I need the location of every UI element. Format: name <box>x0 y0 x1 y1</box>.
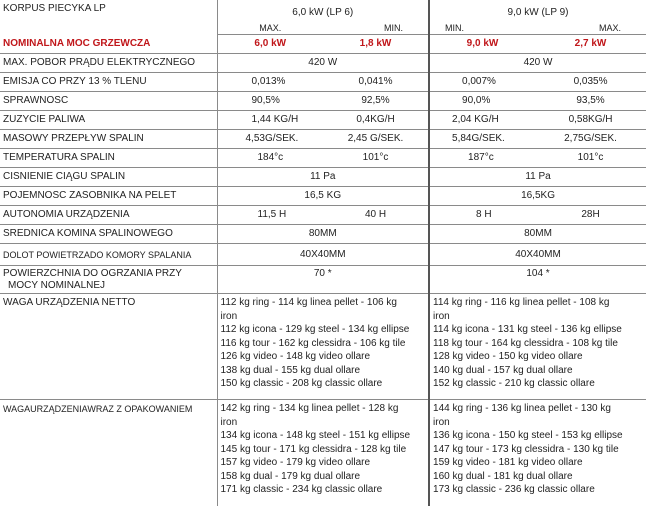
lp6-max-header: MAX. <box>217 22 323 35</box>
row-efficiency <box>0 92 646 111</box>
cell-value: 0,013% <box>217 73 323 92</box>
row-fuel-consumption <box>0 111 646 130</box>
row-autonomy <box>0 206 646 225</box>
cell-value: 187°c <box>429 149 535 168</box>
weight-line: iron <box>220 416 238 428</box>
cell-value: 11 Pa <box>429 168 646 187</box>
row-label: MASOWY PRZEPŁYW SPALIN <box>0 130 217 149</box>
weight-line: 114 kg icona - 131 kg steel - 136 kg ellipse <box>433 324 622 335</box>
cell-value: 16,5KG <box>429 187 646 206</box>
cell-value: 2,04 KG/H <box>429 111 535 130</box>
weight-line: iron <box>433 416 450 428</box>
row-chimney-diameter <box>0 225 646 244</box>
row-heating-area <box>0 266 646 294</box>
row-label: MAX. POBOR PRĄDU ELEKTRYCZNEGO <box>0 54 217 73</box>
weight-line: 116 kg tour - 162 kg clessidra - 106 kg tile <box>220 337 406 349</box>
weight-line: 159 kg video - 181 kg video ollare <box>433 457 583 468</box>
cell-value: 5,84G/SEK. <box>429 130 535 149</box>
cell-value: 80MM <box>429 225 646 244</box>
weight-line: 144 kg ring - 136 kg linea pellet - 130 kg <box>433 403 611 414</box>
cell-value: 2,7 kW <box>535 35 646 54</box>
weight-line: 140 kg dual - 157 kg dual ollare <box>433 364 573 376</box>
row-label: DOLOT POWIETRZADO KOMORY SPALANIA <box>0 244 217 266</box>
cell-value: 6,0 kW <box>217 35 323 54</box>
weight-line: 112 kg icona - 129 kg steel - 134 kg ellipse <box>220 324 410 335</box>
weight-line: 173 kg classic - 236 kg classic ollare <box>433 484 595 495</box>
cell-value: 28H <box>535 206 646 225</box>
weight-list-lp6 <box>217 294 429 400</box>
cell-value: 1,8 kW <box>323 35 429 54</box>
weight-line: 118 kg tour - 164 kg clessidra - 108 kg tile <box>433 337 618 349</box>
weight-line: 142 kg ring - 134 kg linea pellet - 128 kg <box>220 403 399 414</box>
weight-line: 138 kg dual - 155 kg dual ollare <box>220 364 361 376</box>
weight-line: 157 kg video - 179 kg video ollare <box>220 457 371 468</box>
row-packed-weight <box>0 400 646 506</box>
weight-line: 158 kg dual - 179 kg dual ollare <box>220 470 361 482</box>
row-label: ZUZYCIE PALIWA <box>0 111 217 130</box>
weight-list-lp9 <box>429 400 646 506</box>
row-flue-temperature <box>0 149 646 168</box>
cell-value: 104 * <box>429 266 646 294</box>
cell-value: 11,5 H <box>217 206 323 225</box>
corpus-title: KORPUS PIECYKA LP <box>3 3 106 14</box>
lp6-min-header: MIN. <box>323 22 429 35</box>
cell-value: 40X40MM <box>217 244 429 266</box>
cell-value: 8 H <box>429 206 535 225</box>
row-label: WAGA URZĄDZENIA NETTO <box>0 294 217 400</box>
row-label: TEMPERATURA SPALIN <box>0 149 217 168</box>
weight-line: iron <box>433 310 450 322</box>
cell-value: 40 H <box>323 206 429 225</box>
weight-line: 114 kg ring - 116 kg linea pellet - 108 kg <box>433 297 610 308</box>
weight-line: 136 kg icona - 150 kg steel - 153 kg ellipse <box>433 430 623 441</box>
row-label: NOMINALNA MOC GRZEWCZA <box>0 35 217 54</box>
cell-value: 0,007% <box>429 73 535 92</box>
cell-value: 16,5 KG <box>217 187 429 206</box>
cell-value: 0,035% <box>535 73 646 92</box>
weight-line: 150 kg classic - 208 kg classic ollare <box>220 378 383 389</box>
cell-value: 2,45 G/SEK. <box>323 130 429 149</box>
cell-value: 420 W <box>217 54 429 73</box>
weight-line: 134 kg icona - 148 kg steel - 151 kg ellipse <box>220 430 411 441</box>
row-label: EMISJA CO PRZY 13 % TLENU <box>0 73 217 92</box>
row-label: POJEMNOSC ZASOBNIKA NA PELET <box>0 187 217 206</box>
weight-line: 145 kg tour - 171 kg clessidra - 128 kg tile <box>220 443 407 455</box>
weight-line: 147 kg tour - 173 kg clessidra - 130 kg tile <box>433 443 619 455</box>
row-net-weight <box>0 294 646 400</box>
cell-value: 2,75G/SEK. <box>535 130 646 149</box>
weight-line: 171 kg classic - 234 kg classic ollare <box>220 484 383 495</box>
weight-list-lp9 <box>429 294 646 400</box>
cell-value: 101°c <box>535 149 646 168</box>
lp9-max-header: MAX. <box>535 22 646 35</box>
weight-line: 126 kg video - 148 kg video ollare <box>220 351 371 362</box>
row-label: SPRAWNOSC <box>0 92 217 111</box>
cell-value: 11 Pa <box>217 168 429 187</box>
cell-value: 4,53G/SEK. <box>217 130 323 149</box>
row-label: POWIERZCHNIA DO OGRZANIA PRZY MOCY NOMINALNEJ <box>0 266 217 294</box>
cell-value: 93,5% <box>535 92 646 111</box>
header-row <box>0 0 646 22</box>
cell-value: 0,58KG/H <box>535 111 646 130</box>
cell-value: 80MM <box>217 225 429 244</box>
weight-line: 128 kg video - 150 kg video ollare <box>433 351 583 362</box>
group-header-lp9: 9,0 kW (LP 9) <box>429 0 646 22</box>
cell-value: 184°c <box>217 149 323 168</box>
cell-value: 40X40MM <box>429 244 646 266</box>
row-tank-capacity <box>0 187 646 206</box>
row-mass-flow <box>0 130 646 149</box>
row-label: CISNIENIE CIĄGU SPALIN <box>0 168 217 187</box>
cell-value: 90,5% <box>217 92 323 111</box>
group-header-lp6: 6,0 kW (LP 6) <box>217 0 429 22</box>
row-emission <box>0 73 646 92</box>
cell-value: 0,4KG/H <box>323 111 429 130</box>
row-air-inlet <box>0 244 646 266</box>
cell-value: 70 * <box>217 266 429 294</box>
weight-line: 112 kg ring - 114 kg linea pellet - 106 kg <box>220 297 397 308</box>
lp9-min-header: MIN. <box>429 22 535 35</box>
row-nominal-power <box>0 35 646 54</box>
weight-list-lp6 <box>217 400 429 506</box>
cell-value: 101°c <box>323 149 429 168</box>
row-power-draw <box>0 54 646 73</box>
cell-value: 420 W <box>429 54 646 73</box>
cell-value: 1,44 KG/H <box>217 111 323 130</box>
cell-value: 9,0 kW <box>429 35 535 54</box>
cell-value: 90,0% <box>429 92 535 111</box>
weight-line: 160 kg dual - 181 kg dual ollare <box>433 470 573 482</box>
row-label: SREDNICA KOMINA SPALINOWEGO <box>0 225 217 244</box>
weight-line: iron <box>220 310 238 322</box>
row-draft-pressure <box>0 168 646 187</box>
cell-value: 92,5% <box>323 92 429 111</box>
cell-value: 0,041% <box>323 73 429 92</box>
weight-line: 152 kg classic - 210 kg classic ollare <box>433 378 595 389</box>
row-label: WAGAURZĄDZENIAWRAZ Z OPAKOWANIEM <box>3 404 193 414</box>
row-label: AUTONOMIA URZĄDZENIA <box>0 206 217 225</box>
